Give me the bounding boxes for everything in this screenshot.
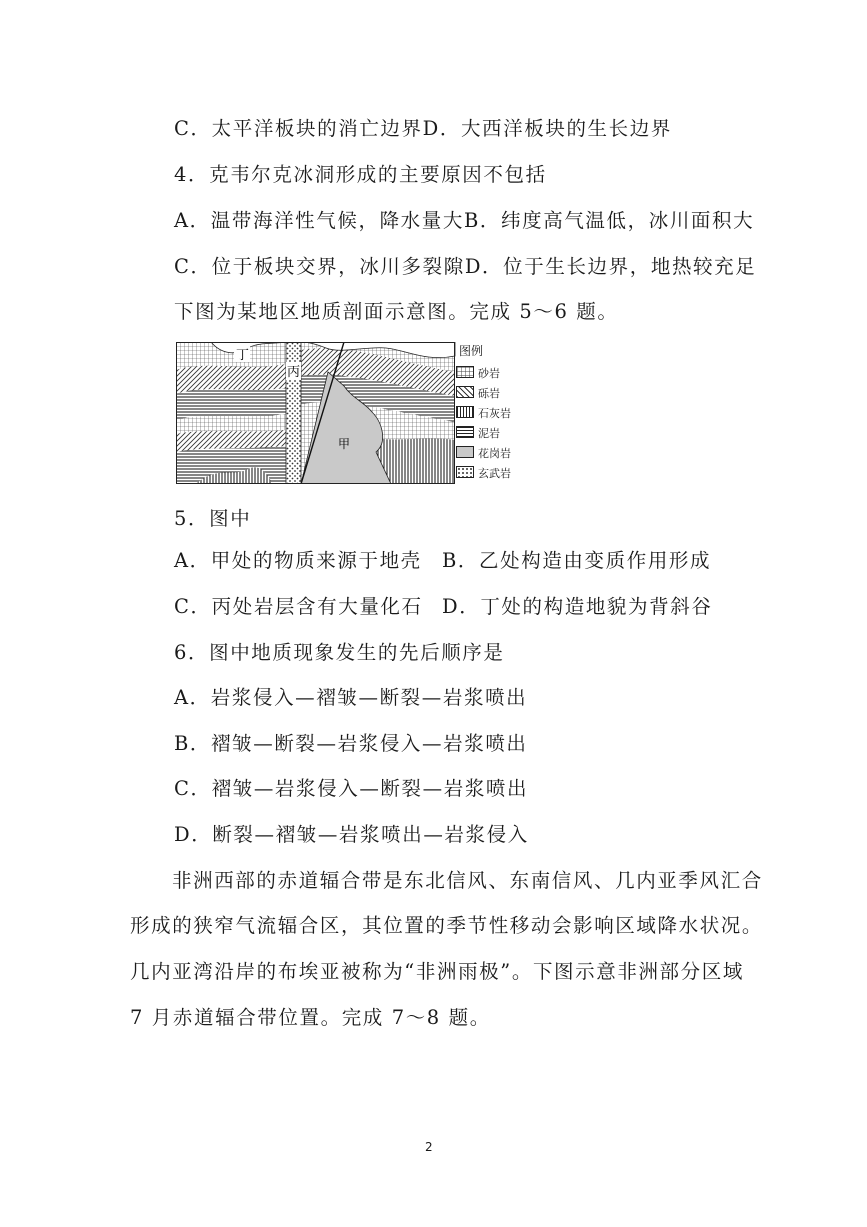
passage-line-3: 几内亚湾沿岸的布埃亚被称为“非洲雨极”。下图示意非洲部分区域 <box>130 960 744 983</box>
intro-5-6: 下图为某地区地质剖面示意图。完成 5～6 题。 <box>174 300 619 323</box>
label-ding: 丁 <box>236 348 250 363</box>
q5-option-b: B．乙处构造由变质作用形成 <box>442 549 712 572</box>
q6-option-d: D．断裂—褶皱—岩浆喷出—岩浆侵入 <box>174 823 529 846</box>
q4-stem: 4．克韦尔克冰洞形成的主要原因不包括 <box>174 163 547 186</box>
q6-stem: 6．图中地质现象发生的先后顺序是 <box>174 641 505 664</box>
passage-line-4: 7 月赤道辐合带位置。完成 7～8 题。 <box>130 1006 491 1029</box>
label-bing: 丙 <box>287 365 301 380</box>
q3-option-d: D．大西洋板块的生长边界 <box>422 117 672 140</box>
q4-option-a: A．温带海洋性气候，降水量大 <box>174 209 464 232</box>
q4-option-d: D．位于生长边界，地热较充足 <box>464 255 757 278</box>
q5-option-c: C．丙处岩层含有大量化石 <box>174 595 423 618</box>
q6-option-b: B．褶皱—断裂—岩浆侵入—岩浆喷出 <box>174 732 528 755</box>
q6-option-a: A．岩浆侵入—褶皱—断裂—岩浆喷出 <box>174 686 528 709</box>
q3-option-c: C．太平洋板块的消亡边界 <box>174 117 423 140</box>
q4-options-cd <box>174 254 756 280</box>
q5-option-a: A．甲处的物质来源于地壳 <box>174 549 422 572</box>
label-jia: 甲 <box>338 437 351 451</box>
q5-options-cd <box>174 594 712 620</box>
q6-option-c: C．褶皱—岩浆侵入—断裂—岩浆喷出 <box>174 777 529 800</box>
passage-line-1: 非洲西部的赤道辐合带是东北信风、东南信风、几内亚季风汇合 <box>172 869 763 892</box>
q5-option-d: D．丁处的构造地貌为背斜谷 <box>442 595 713 618</box>
q4-option-c: C．位于板块交界，冰川多裂隙 <box>174 255 465 278</box>
q3-options-cd <box>174 116 672 142</box>
q5-stem: 5．图中 <box>174 507 252 530</box>
conglomerate-layer-upper <box>176 364 286 394</box>
page-number: 2 <box>425 1140 433 1154</box>
q4-option-b: B．纬度高气温低，冰川面积大 <box>463 209 755 232</box>
mudstone-layer-upper <box>176 388 286 420</box>
legend-title: 图例 <box>459 344 484 358</box>
passage-line-2: 形成的狭窄气流辐合区，其位置的季节性移动会影响区域降水状况。 <box>130 914 764 937</box>
q4-options-ab <box>174 208 754 234</box>
q5-options-ab <box>174 548 711 574</box>
